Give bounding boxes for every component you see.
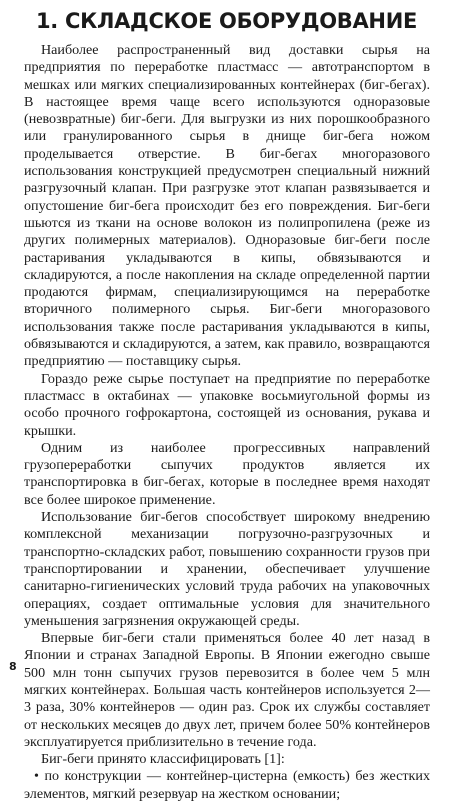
paragraph: Одним из наиболее прогрессивных направлений грузопереработки сыпучих продуктов является их транспортировка в биг-бегах, которые в последнее время находят все более широкое применение. xyxy=(24,439,430,508)
paragraph: Наиболее распространенный вид доставки сырья на предприятия по переработке пластмасс — автотранспортом в мешках или мягких специализированных контейнерах (биг-бегах). В настоящее время чаще всего используются одноразовые (невозвратные) биг-беги. Для выгрузки из них порошкообразного или гранулированного сырья в днище биг-бега ножом проделывается отверстие. В биг-бегах многоразового использования конструкцией предусмотрен специальный нижний разгрузочный клапан. При разгрузке этот клапан развязывается и опустошение биг-бега происходит без его повреждения. Биг-беги шьются из ткани на основе волокон из полипропилена (реже из других полимерных материалов). Одноразовые биг-беги после растаривания укладываются в кипы, обвязываются и складируются, а после накопления на складе определенной партии продаются фирмам, специализирующимся на переработке вторичного полимерного сырья. Биг-беги многоразового использования также после растаривания укладываются в кипы, обвязываются и складируются, а затем, как правило, возвращаются предприятию — поставщику сырья. xyxy=(24,42,430,370)
bullet-item: • по конструкции — контейнер-цистерна (емкость) без жестких элементов, мягкий резервуар на жестком основании; xyxy=(24,768,430,802)
page-number: 8 xyxy=(9,660,17,673)
paragraph: Гораздо реже сырье поступает на предприятие по переработке пластмасс в октабинах — упаковке восьмиугольной формы из особо прочного гофрокартона, состоящей из основания, рукава и крышки. xyxy=(24,370,430,439)
chapter-title: 1. СКЛАДСКОЕ ОБОРУДОВАНИЕ xyxy=(35,9,418,33)
paragraph: Использование биг-бегов способствует широкому внедрению комплексной механизации погрузочно-разгрузочных и транспортно-складских работ, повышению сохранности грузов при транспортировании и хранении, обеспечивает улучшение санитарно-гигиенических условий труда рабочих на упаковочных операциях, создает оптимальные условия для значительного уменьшения загрязнения окружающей среды. xyxy=(24,509,430,629)
paragraph: Биг-беги принято классифицировать [1]: xyxy=(41,751,285,768)
body-text xyxy=(24,42,430,803)
paragraph: Впервые биг-беги стали применяться более 40 лет назад в Японии и странах Западной Европы. В Японии ежегодно свыше 500 млн тонн сыпучих грузов перевозится в более чем 5 млн мягких контейнерах. Большая часть контейнеров используется 2—3 раза, 30% контейнеров — один раз. Срок их службы составляет от нескольких месяцев до двух лет, причем более 50% контейнеров эксплуатируется приблизительно в течение года. xyxy=(24,630,430,750)
